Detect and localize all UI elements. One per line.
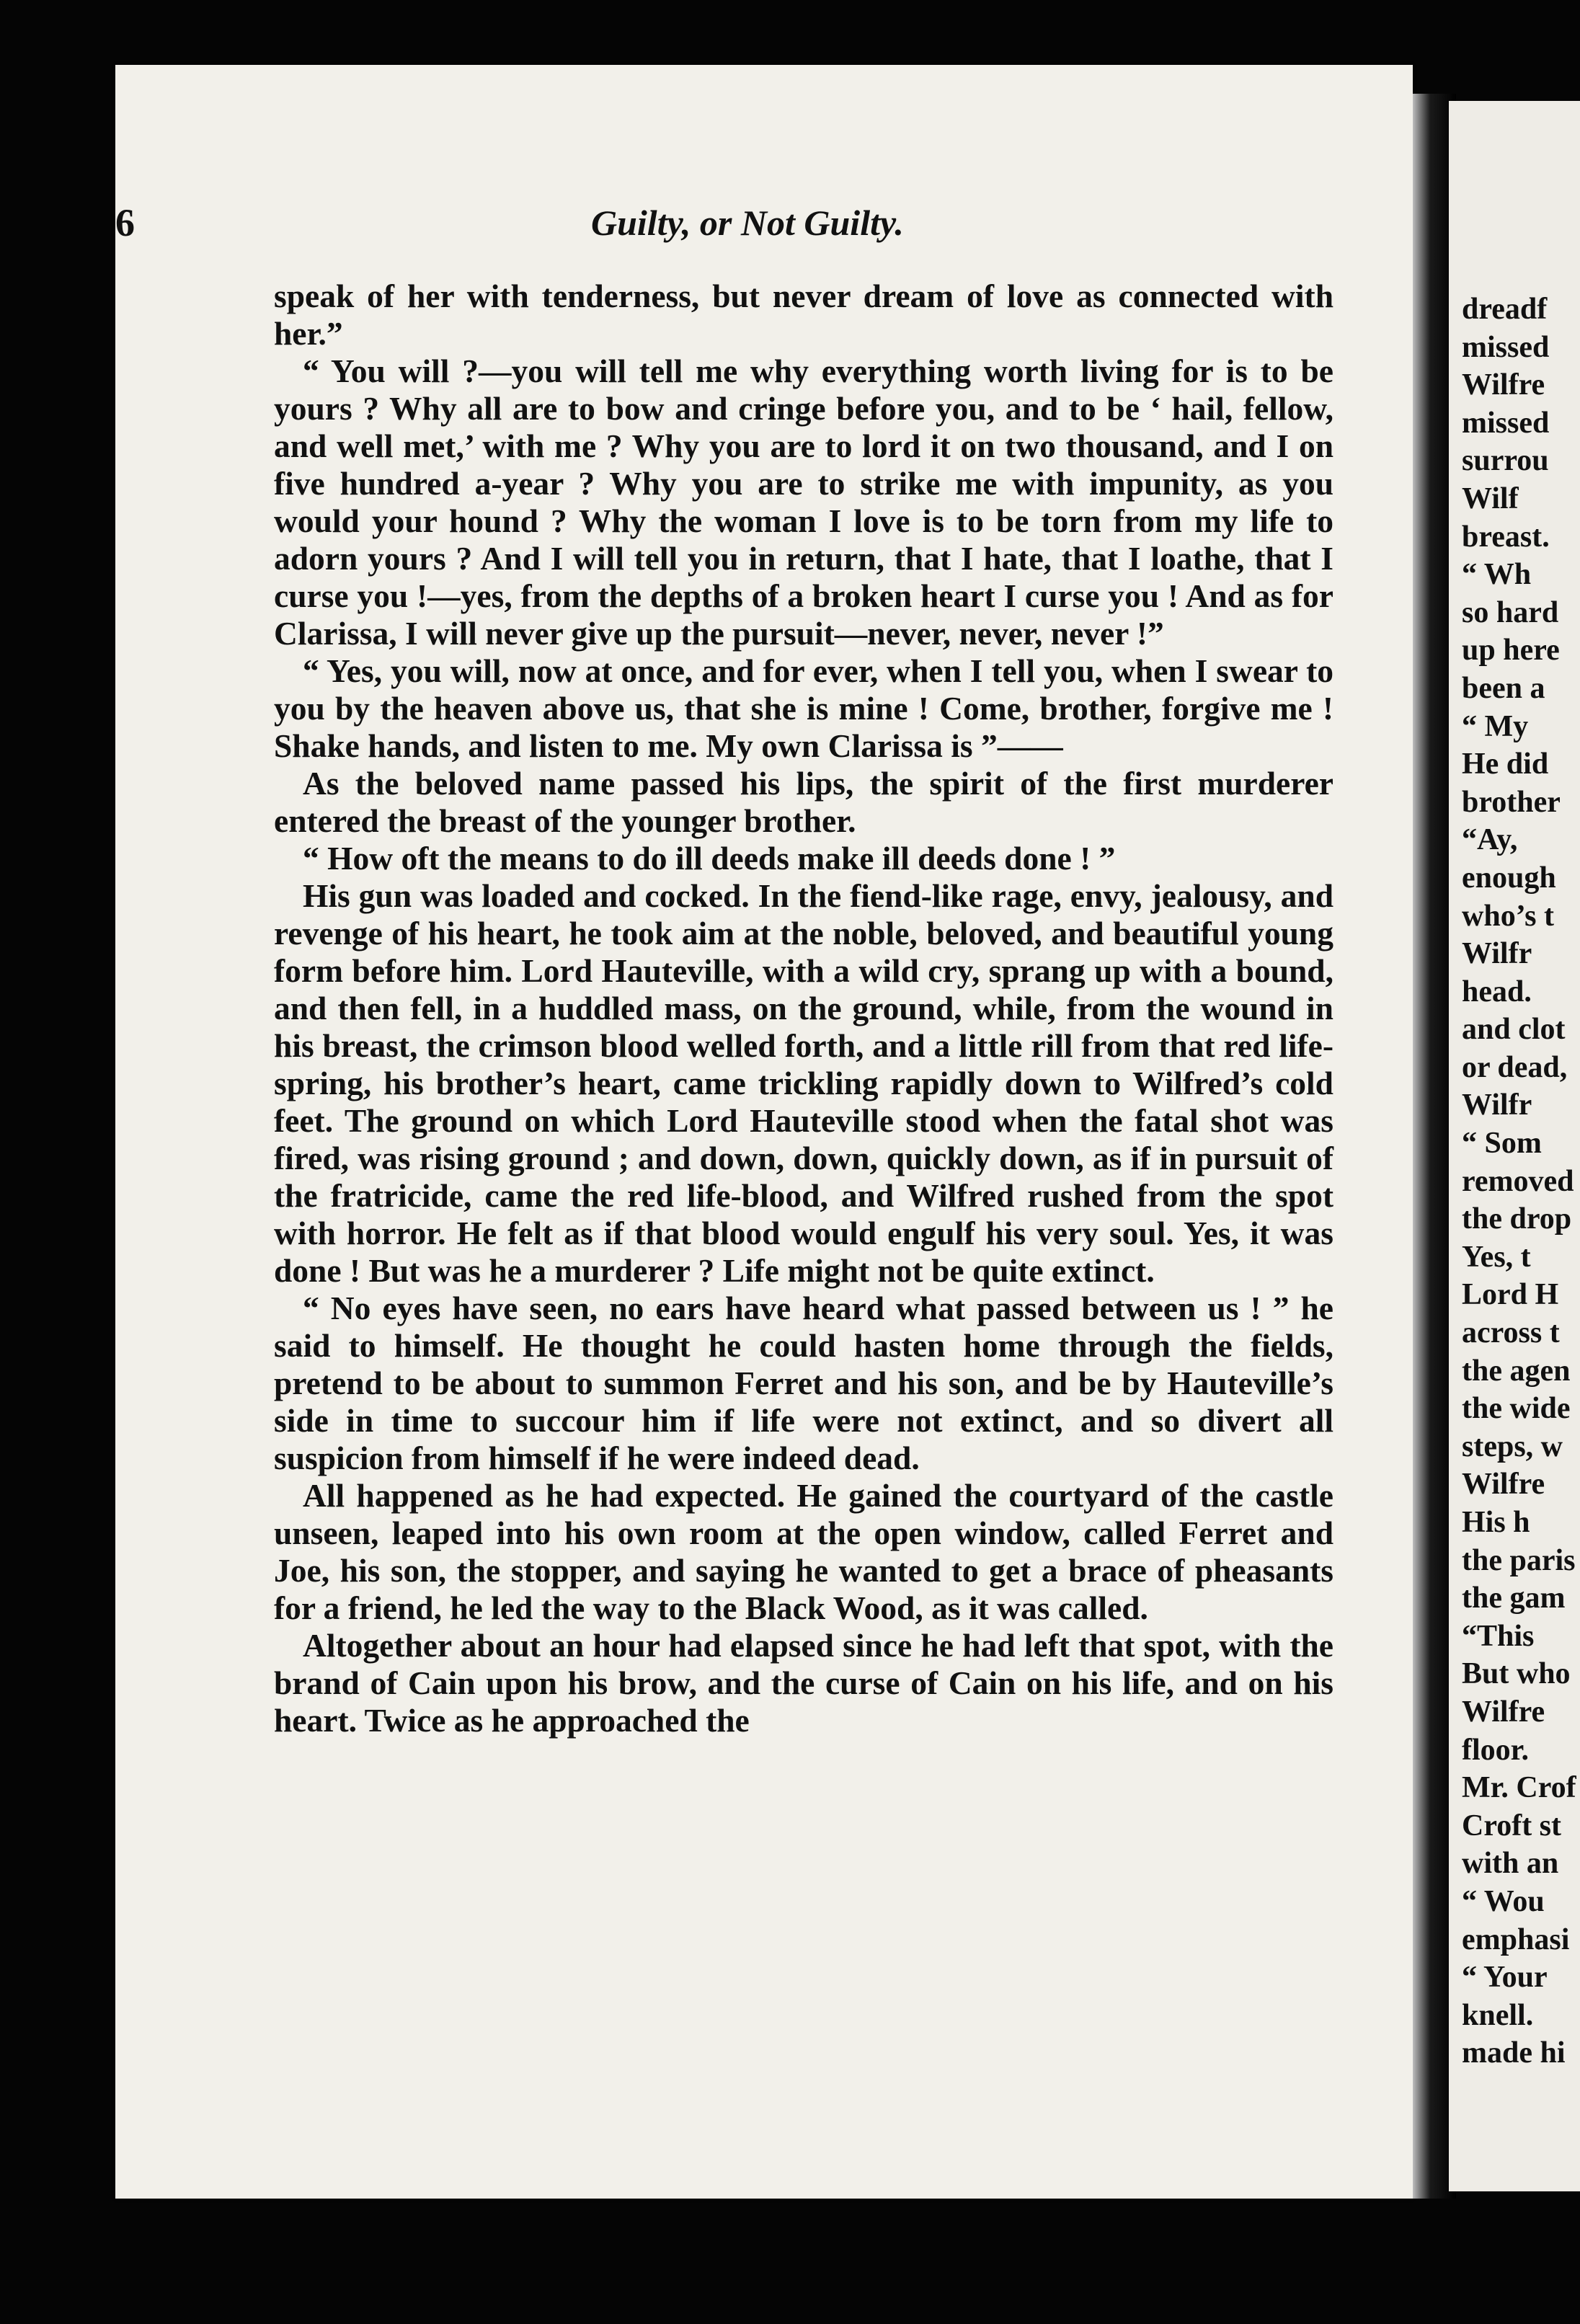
- paragraph: His gun was loaded and cocked. In the fiend-like rage, envy, jealousy, and revenge of his heart, he took aim at the noble, beloved, and beautiful young form before him. Lord Hauteville, with a wild cry, sprang up with a bound, and then fell, in a huddled mass, on the ground, while, from the wound in his breast, the crimson blood welled forth, and a little rill from that red life-spring, his brother’s heart, came trickling rapidly down to Wilfred’s cold feet. The ground on which Lord Hauteville stood when the fatal shot was fired, was rising ground ; and down, down, quickly down, as if in pursuit of the fratricide, came the red life-blood, and Wilfred rushed from the spot with horror. He felt as if that blood would engulf his very soul. Yes, it was done ! But was he a murderer ? Life might not be quite extinct.: [274, 877, 1333, 1289]
- facing-line: But who: [1462, 1657, 1571, 1691]
- facing-line: Wilfre: [1462, 1468, 1545, 1502]
- facing-line: Mr. Crof: [1462, 1771, 1576, 1805]
- facing-line: Wilfr: [1462, 937, 1532, 971]
- facing-line: “ Wou: [1462, 1884, 1545, 1918]
- facing-line: the agen: [1462, 1354, 1571, 1388]
- facing-line: Lord H: [1462, 1278, 1559, 1312]
- facing-line: Wilfre: [1462, 1695, 1545, 1729]
- facing-line: “ Your: [1462, 1961, 1548, 1995]
- paragraph: “ How oft the means to do ill deeds make ill deeds done ! ”: [303, 840, 1116, 877]
- facing-line: and clot: [1462, 1013, 1566, 1047]
- facing-line: the wide: [1462, 1392, 1571, 1426]
- facing-line: His h: [1462, 1506, 1530, 1539]
- facing-line: “This: [1462, 1619, 1535, 1653]
- facing-line: been a: [1462, 671, 1545, 705]
- facing-page-text: [1462, 290, 1576, 2072]
- facing-line: Croft st: [1462, 1809, 1562, 1842]
- facing-line: missed: [1462, 330, 1550, 364]
- facing-line: breast.: [1462, 520, 1550, 554]
- facing-line: “Ay,: [1462, 823, 1518, 857]
- facing-line: the paris: [1462, 1543, 1576, 1577]
- facing-line: floor.: [1462, 1733, 1529, 1767]
- facing-line: Wilfr: [1462, 1088, 1532, 1122]
- facing-line: removed: [1462, 1164, 1574, 1198]
- facing-line: emphasi: [1462, 1922, 1570, 1956]
- facing-line: the gam: [1462, 1582, 1566, 1615]
- facing-line: so hard: [1462, 595, 1559, 629]
- paragraph: Altogether about an hour had elapsed since he had left that spot, with the brand of Cain upon his brow, and the curse of Cain on his life, and on his heart. Twice as he approached the: [274, 1627, 1333, 1739]
- facing-line: head.: [1462, 975, 1532, 1008]
- facing-line: Yes, t: [1462, 1240, 1531, 1274]
- paragraph: “ No eyes have seen, no ears have heard what passed between us ! ” he said to himself. He thought he could hasten home through the fields, pretend to be about to summon Ferret and his son, and be by Hauteville’s side in time to succour him if life were not extinct, and so divert all suspicion from himself if he were indeed dead.: [274, 1290, 1333, 1476]
- facing-line: Wilfre: [1462, 368, 1545, 402]
- facing-line: steps, w: [1462, 1429, 1563, 1463]
- facing-line: surrou: [1462, 444, 1549, 478]
- facing-line: the drop: [1462, 1202, 1572, 1236]
- paragraph: All happened as he had expected. He gained the courtyard of the castle unseen, leaped into his own room at the open window, called Ferret and Joe, his son, the stopper, and saying he wanted to get a brace of pheasants for a friend, he led the way to the Black Wood, as it was called.: [274, 1477, 1333, 1626]
- facing-line: missed: [1462, 406, 1550, 440]
- facing-line: “ Wh: [1462, 558, 1532, 592]
- facing-line: with an: [1462, 1847, 1559, 1881]
- facing-line: made hi: [1462, 2036, 1566, 2070]
- facing-line: He did: [1462, 748, 1549, 781]
- facing-line: across t: [1462, 1316, 1560, 1350]
- paragraph: speak of her with tenderness, but never dream of love as connected with her.”: [274, 278, 1333, 352]
- facing-line: who’s t: [1462, 899, 1554, 933]
- facing-line: dreadf: [1462, 293, 1548, 326]
- facing-line: enough: [1462, 861, 1556, 895]
- paragraph: “ You will ?—you will tell me why everything worth living for is to be yours ? Why all are to bow and cringe before you, and to be ‘ hail, fellow, and well met,’ with me ? Why you are to lord it on two thousand, and I on five hundred a-year ? Why you are to strike me with impunity, as you would your hound ? Why the woman I love is to be torn from my life to adorn yours ? And I will tell you in return, that I hate, that I loathe, that I curse you !—yes, from the depths of a broken heart I curse you ! And as for Clarissa, I will never give up the pursuit—never, never, never !”: [274, 352, 1333, 652]
- page-body: [274, 278, 1333, 1739]
- facing-line: Wilf: [1462, 482, 1519, 515]
- facing-line: brother: [1462, 785, 1561, 819]
- facing-line: up here: [1462, 634, 1560, 668]
- facing-line: “ Som: [1462, 1127, 1542, 1161]
- paragraph: As the beloved name passed his lips, the spirit of the first murderer entered the breast of the younger brother.: [274, 765, 1333, 839]
- running-title: Guilty, or Not Guilty.: [591, 203, 904, 243]
- facing-line: knell.: [1462, 1998, 1534, 2032]
- facing-line: “ My: [1462, 709, 1529, 743]
- paragraph: “ Yes, you will, now at once, and for ever, when I tell you, when I swear to you by the heaven above us, that she is mine ! Come, brother, forgive me ! Shake hands, and listen to me. My own Clarissa is ”——: [274, 652, 1333, 764]
- page-number: 6: [115, 201, 135, 244]
- facing-line: or dead,: [1462, 1050, 1568, 1084]
